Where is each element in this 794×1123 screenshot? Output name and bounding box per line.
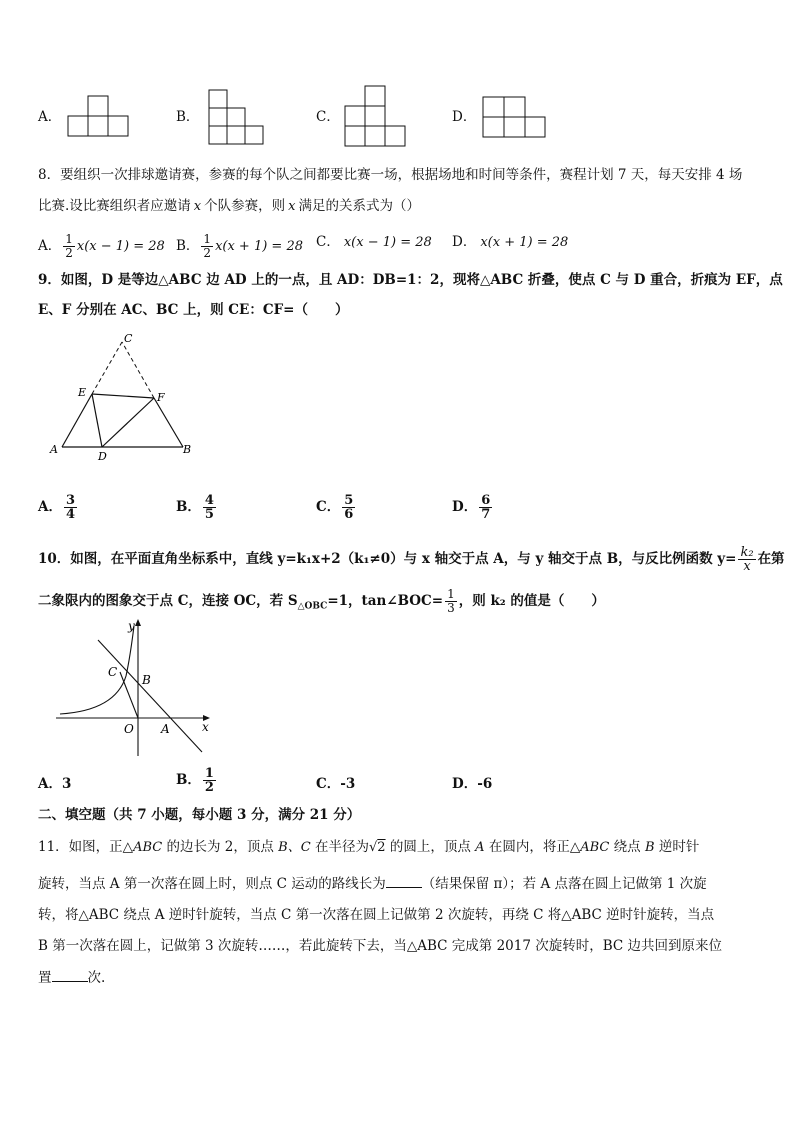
q9-option-b: B． $\frac{4}{5}$ xyxy=(176,493,214,522)
q7-option-d-letter: D． xyxy=(452,109,477,125)
section-title-fill-in: 二、填空题（共 7 小题，每小题 3 分，满分 21 分） xyxy=(38,807,361,823)
q9-option-c: C． $\frac{5}{6}$ xyxy=(316,493,354,522)
q11-line4: B 第一次落在圆上，记做第 3 次旋转……，若此旋转下去，当△ABC 完成第 2017 次旋转时，BC 边共回到原来位 xyxy=(38,938,723,954)
q11-line2: 旋转，当点 A 第一次落在圆上时，则点 C 运动的路线长为 （结果保留 π）；若 A 点落在圆上记做第 1 次旋 xyxy=(38,876,707,892)
q8-option-a: A． $\frac{1}{2}$ x(x − 1) = 28 xyxy=(38,232,165,260)
q10-label-x: x xyxy=(202,720,209,734)
q8-line2: 比赛.设比赛组织者应邀请 x 个队参赛，则 x 满足的关系式为（） xyxy=(38,198,420,214)
q7-option-d-figure xyxy=(480,95,548,139)
q10-label-y: y xyxy=(128,619,135,633)
q10-option-a: A．3 xyxy=(38,776,72,792)
q10-label-a: A xyxy=(161,722,170,736)
q7-option-b-figure xyxy=(205,88,267,148)
q10-option-b: B． $\frac{1}{2}$ xyxy=(176,766,214,795)
q7-option-a-figure xyxy=(66,93,132,137)
q9-label-b: B xyxy=(183,443,192,456)
q11-line3: 转，将△ABC 绕点 A 逆时针旋转，当点 C 第一次落在圆上记做第 2 次旋转，再绕 C 将△ABC 逆时针旋转，当点 xyxy=(38,907,715,923)
q10-line2: 二象限内的图象交于点 C，连接 OC，若 $S_{\triangle OBC}=1$，tan∠BOC= $\frac{1}{3}$ ，则 k₂ 的值是（ ） xyxy=(38,587,605,615)
q8-option-d: D． x(x + 1) = 28 xyxy=(452,234,569,250)
q9-triangle-figure xyxy=(44,328,204,468)
q10-option-d: D．-6 xyxy=(452,776,493,792)
q9-label-e: E xyxy=(78,386,87,399)
q9-label-c: C xyxy=(124,332,133,345)
q10-label-o: O xyxy=(124,722,134,736)
q7-option-a-letter: A． xyxy=(38,109,62,125)
q7-option-c-letter: C． xyxy=(316,109,340,125)
q9-line1: 9．如图，D 是等边△ABC 边 AD 上的一点，且 AD：DB=1：2，现将△ABC 折叠，使点 C 与 D 重合，折痕为 EF，点 xyxy=(38,272,783,288)
q9-option-a: A． $\frac{3}{4}$ xyxy=(38,493,76,522)
q8-option-c: C． x(x − 1) = 28 xyxy=(316,234,432,250)
q9-label-a: A xyxy=(50,443,58,456)
q8-option-b: B． $\frac{1}{2}$ x(x + 1) = 28 xyxy=(176,232,303,260)
q11-line5: 置 次. xyxy=(38,970,106,986)
q8-line1: 8．要组织一次排球邀请赛，参赛的每个队之间都要比赛一场，根据场地和时间等条件，赛程计划 7 天，每天安排 4 场 xyxy=(38,167,743,183)
q11-line1: 11．如图，正△ABC 的边长为 2，顶点 B、C 在半径为√2 的圆上，顶点 A 在圆内，将正△ABC 绕点 B 逆时针 xyxy=(38,839,700,855)
q10-option-c: C．-3 xyxy=(316,776,356,792)
q10-label-c: C xyxy=(108,665,118,679)
q11-answer-blank-2[interactable] xyxy=(52,969,88,982)
q10-line1: 10．如图，在平面直角坐标系中，直线 y=k₁x+2（k₁≠0）与 x 轴交于点 A，与 y 轴交于点 B，与反比例函数 y= $\frac{\text{k₂}}{x}$ 在第 xyxy=(38,545,785,574)
q7-option-b-letter: B． xyxy=(176,109,200,125)
q9-label-f: F xyxy=(157,391,165,404)
q9-option-d: D． $\frac{6}{7}$ xyxy=(452,493,491,522)
q10-label-b: B xyxy=(142,673,151,687)
q11-answer-blank-1[interactable] xyxy=(386,875,422,888)
q10-coordinate-figure xyxy=(52,614,217,760)
q9-line2: E、F 分别在 AC、BC 上，则 CE：CF=（ ） xyxy=(38,302,349,318)
q9-label-d: D xyxy=(98,450,107,463)
q7-option-c-figure xyxy=(341,84,411,148)
